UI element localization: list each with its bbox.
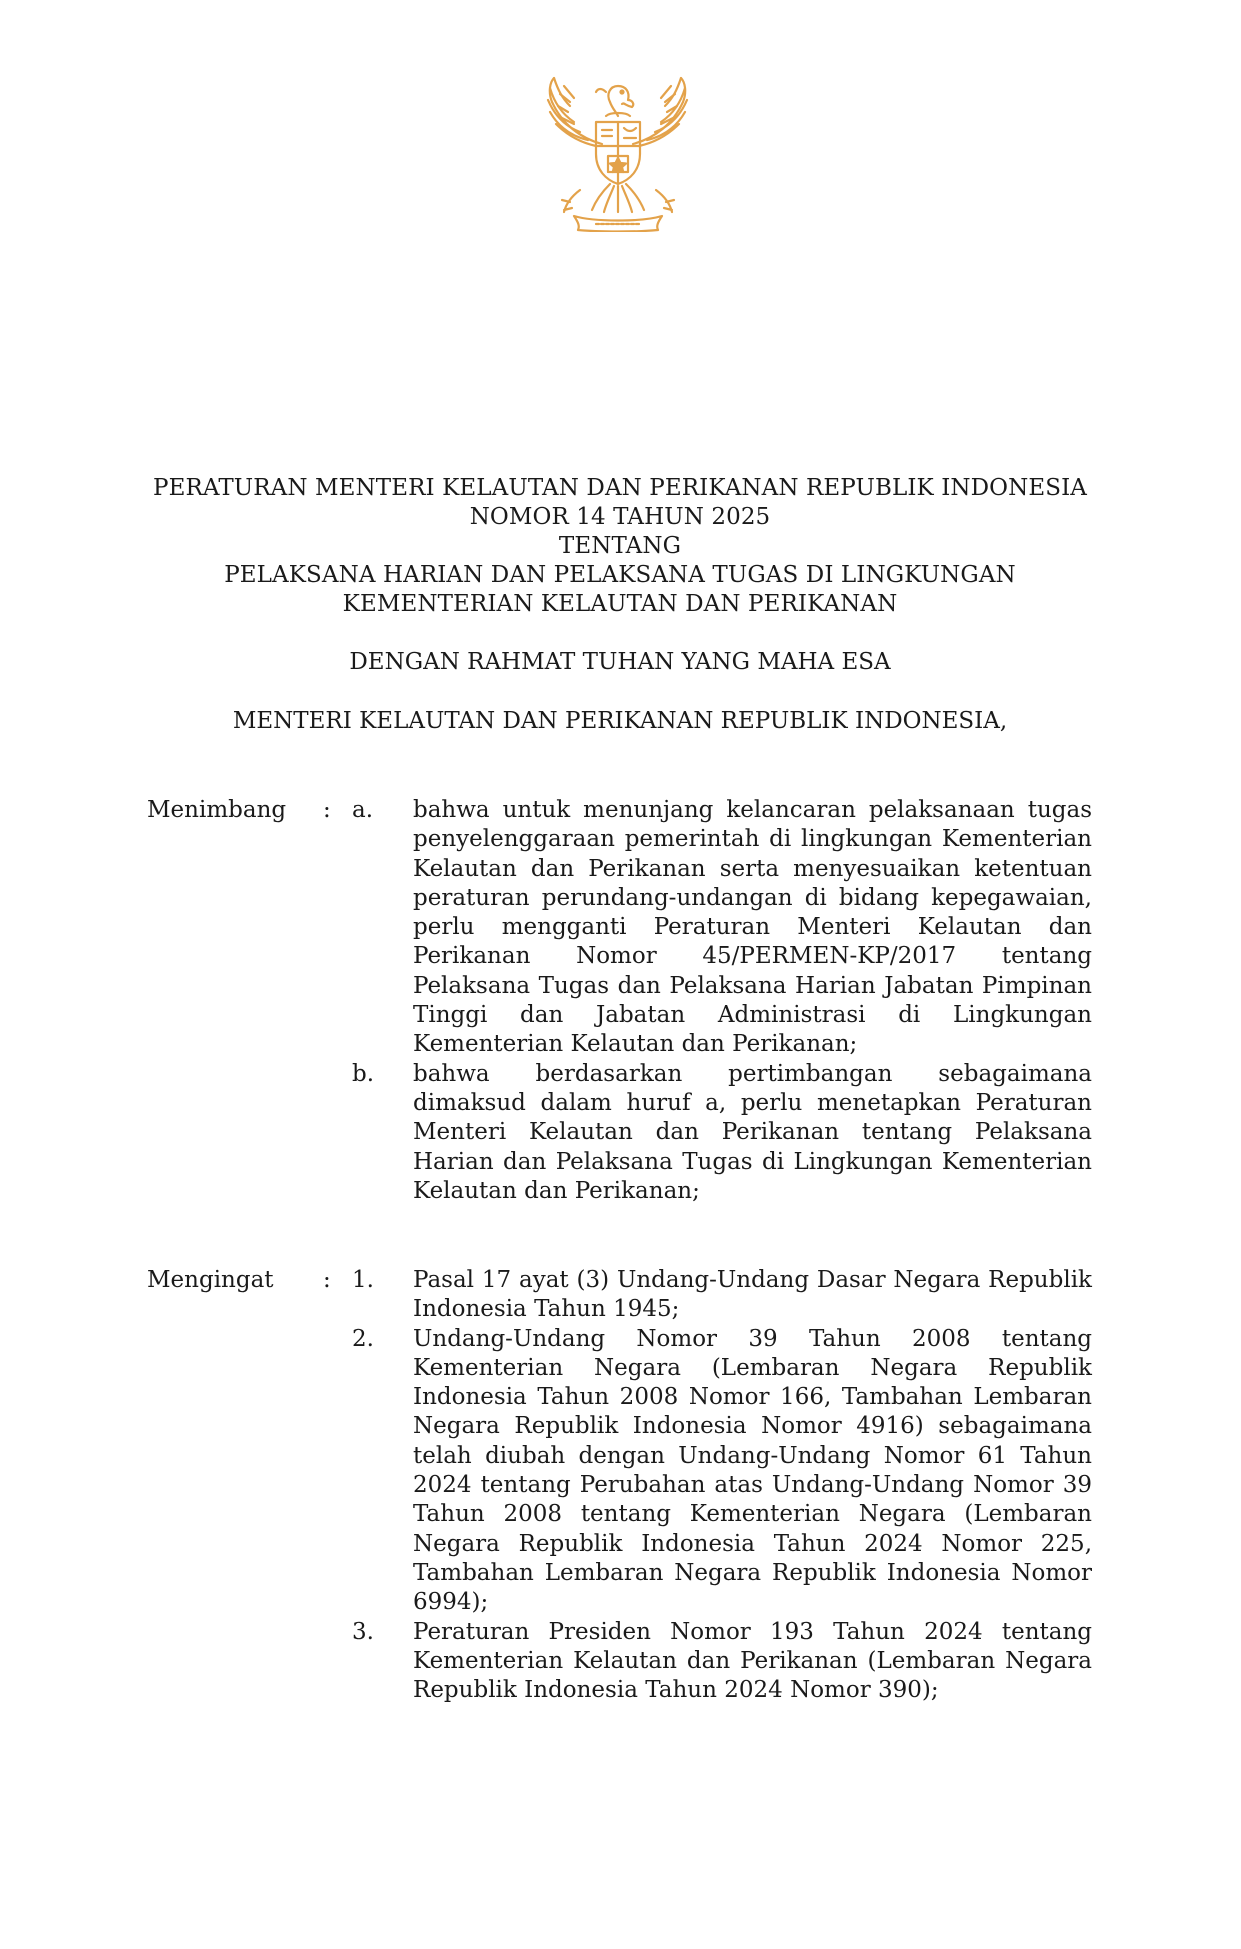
section-colon: : [323,1267,331,1293]
regulation-title [120,474,1120,619]
menimbang-section [147,796,1092,1206]
item-marker: a. [352,797,374,823]
item-text: Pasal 17 ayat (3) Undang-Undang Dasar Negara Republik Indonesia Tahun 1945; [413,1267,1092,1323]
regulation-number: NOMOR 14 TAHUN 2025 [469,504,771,530]
item-text: Undang-Undang Nomor 39 Tahun 2008 tentang Kementerian Negara (Lembaran Negara Republik Indonesia Tahun 2008 Nomor 166, Tambahan Lembaran Negara Republik Indonesia Nomor 4916) sebagaimana telah diubah dengan Undang-Undang Nomor 61 Tahun 2024 tentang Perubahan atas Undang-Undang Nomor 39 Tahun 2008 tentang Kementerian Negara (Lembaran Negara Republik Indonesia Tahun 2024 Nomor 225, Tambahan Lembaran Negara Republik Indonesia Nomor 6994); [413,1325,1092,1616]
title-line: TENTANG [558,533,682,559]
list-item [352,796,1092,1060]
item-marker: 1. [352,1267,374,1293]
item-marker: b. [352,1060,375,1087]
list-item [352,1618,1092,1706]
list-item [352,1325,1092,1618]
list-item [352,1060,1092,1206]
section-label: Menimbang [147,797,287,823]
garuda-pancasila-emblem-icon [540,72,695,232]
section-label: Mengingat [147,1267,274,1293]
item-marker: 3. [352,1618,374,1645]
authority: MENTERI KELAUTAN DAN PERIKANAN REPUBLIK INDONESIA, [232,708,1008,734]
mengingat-section [147,1266,1092,1705]
list-item [352,1266,1092,1325]
item-text: bahwa berdasarkan pertimbangan sebagaimana dimaksud dalam huruf a, perlu menetapkan Peraturan Menteri Kelautan dan Perikanan tentang Pelaksana Harian dan Pelaksana Tugas di Lingkungan Kementerian Kelautan dan Perikanan; [413,1060,1092,1204]
item-text: bahwa untuk menunjang kelancaran pelaksanaan tugas penyelenggaraan pemerintah di lingkungan Kementerian Kelautan dan Perikanan serta menyesuaikan ketentuan peraturan perundang-undangan di bidang kepegawaian, perlu mengganti Peraturan Menteri Kelautan dan Perikanan Nomor 45/PERMEN-KP/2017 tentang Pelaksana Tugas dan Pelaksana Harian Jabatan Pimpinan Tinggi dan Jabatan Administrasi di Lingkungan Kementerian Kelautan dan Perikanan; [413,797,1092,1058]
regulation-subject: KEMENTERIAN KELAUTAN DAN PERIKANAN [342,591,898,617]
section-colon: : [323,797,331,823]
item-text: Peraturan Presiden Nomor 193 Tahun 2024 tentang Kementerian Kelautan dan Perikanan (Lembaran Negara Republik Indonesia Tahun 2024 Nomor 390); [413,1618,1092,1704]
title-line: PERATURAN MENTERI KELAUTAN DAN PERIKANAN REPUBLIK INDONESIA [153,475,1087,501]
invocation: DENGAN RAHMAT TUHAN YANG MAHA ESA [349,649,891,675]
item-marker: 2. [352,1325,374,1352]
regulation-subject: PELAKSANA HARIAN DAN PELAKSANA TUGAS DI LINGKUNGAN [224,562,1016,588]
